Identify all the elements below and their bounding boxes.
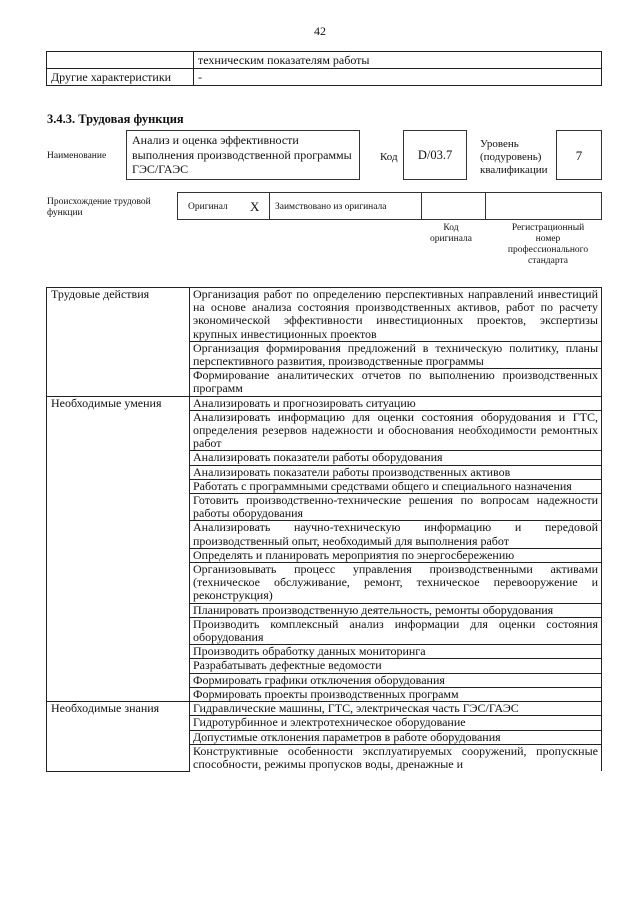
- table-row: [47, 702, 602, 716]
- function-name-box: [126, 130, 360, 180]
- code-box: [403, 130, 467, 180]
- code-label: Код: [380, 151, 398, 163]
- original-mark: X: [250, 199, 260, 214]
- item-cell: Формировать графики отключения оборудования: [190, 673, 602, 687]
- item-cell: Формировать проекты производственных программ: [190, 687, 602, 701]
- table-cell: [47, 52, 194, 69]
- item-cell: Анализировать показатели работы производственных активов: [190, 465, 602, 479]
- item-cell: Анализировать и прогнозировать ситуацию: [190, 396, 602, 410]
- function-name: Анализ и оценка эффективности выполнения производственной программы ГЭС/ГАЭС: [132, 133, 352, 176]
- category-cell: Трудовые действия: [47, 288, 190, 397]
- item-cell: Организовывать процесс управления производственными активами (техническое обслуживание, ремонт, техническое перевооружение и реконструкция): [190, 563, 602, 604]
- table-row: [47, 396, 602, 410]
- origin-box: [177, 192, 602, 220]
- name-label: Наименование: [47, 151, 107, 161]
- item-cell: Производить комплексный анализ информации для оценки состояния оборудования: [190, 617, 602, 644]
- borrowed-label: Заимствовано из оригинала: [275, 202, 387, 212]
- level-value: 7: [575, 148, 583, 163]
- table-row: [47, 52, 602, 69]
- item-cell: Анализировать показатели работы оборудования: [190, 451, 602, 465]
- category-cell: Необходимые знания: [47, 702, 190, 772]
- item-cell: Разрабатывать дефектные ведомости: [190, 659, 602, 673]
- section-title: 3.4.3. Трудовая функция: [47, 112, 184, 126]
- original-label: Оригинал: [188, 202, 228, 212]
- item-cell: Конструктивные особенности эксплуатируемых сооружений, пропускные способности, режимы пропусков воды, дренажные и: [190, 744, 602, 771]
- table-cell: техническим показателям работы: [194, 52, 602, 69]
- table-cell: Другие характеристики: [47, 69, 194, 86]
- item-cell: Планировать производственную деятельность, ремонты оборудования: [190, 603, 602, 617]
- table-row: [47, 69, 602, 86]
- divider: [269, 193, 270, 219]
- item-cell: Готовить производственно-технические решения по вопросам надежности работы оборудования: [190, 494, 602, 521]
- code-value: D/03.7: [417, 148, 453, 162]
- level-label: Уровень (подуровень) квалификации: [480, 138, 548, 176]
- divider: [485, 193, 486, 219]
- top-table: [46, 51, 602, 86]
- item-cell: Анализировать информацию для оценки состояния оборудования и ГТС, определения резервов надежности и обоснования необходимости ремонтных работ: [190, 410, 602, 451]
- divider: [421, 193, 422, 219]
- item-cell: Гидравлические машины, ГТС, электрическая часть ГЭС/ГАЭС: [190, 702, 602, 716]
- item-cell: Организация работ по определению перспективных направлений инвестиций на основе анализа состояния производственных активов, работ по расчету экономической эффективности инвестиционных проектов, экспертизы крупных инвестиционных проектов: [190, 288, 602, 342]
- table-row: [47, 288, 602, 342]
- item-cell: Допустимые отклонения параметров в работе оборудования: [190, 730, 602, 744]
- item-cell: Организация формирования предложений в техническую политику, планы перспективного развития, производственные программы: [190, 341, 602, 368]
- code-caption: Код оригинала: [430, 223, 472, 244]
- page-number: 42: [314, 24, 326, 38]
- item-cell: Производить обработку данных мониторинга: [190, 645, 602, 659]
- level-box: [556, 130, 602, 180]
- reg-caption: Регистрационный номер профессионального стандарта: [507, 223, 589, 266]
- category-cell: Необходимые умения: [47, 396, 190, 701]
- table-cell: -: [194, 69, 602, 86]
- item-cell: Анализировать научно-техническую информацию и передовой производственный опыт, необходимый для выполнения работ: [190, 521, 602, 548]
- item-cell: Формирование аналитических отчетов по выполнению производственных программ: [190, 369, 602, 396]
- item-cell: Определять и планировать мероприятия по энергосбережению: [190, 548, 602, 562]
- item-cell: Работать с программными средствами общего и специального назначения: [190, 479, 602, 493]
- function-table: [46, 287, 602, 772]
- item-cell: Гидротурбинное и электротехническое оборудование: [190, 716, 602, 730]
- origin-label: Происхождение трудовой функции: [47, 197, 151, 218]
